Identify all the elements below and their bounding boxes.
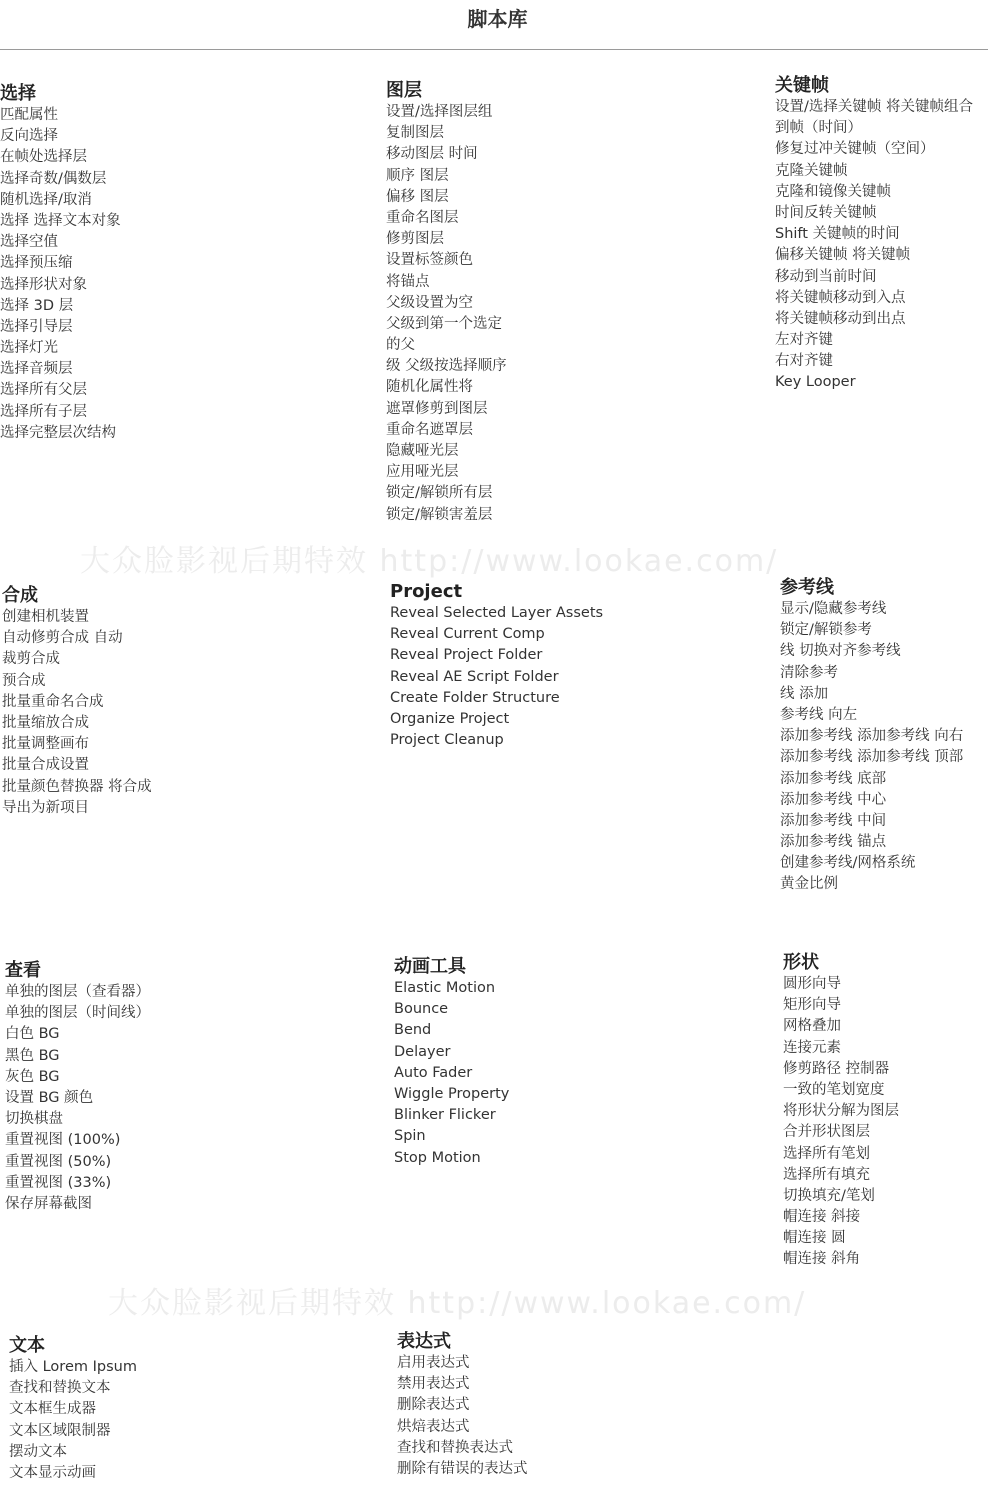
section-heading: 选择 [0, 83, 36, 104]
script-item: 参考线 向左 [780, 706, 858, 723]
script-item: 单独的图层（时间线） [5, 1005, 150, 1022]
script-item: Stop Motion [394, 1149, 481, 1166]
script-item: 帽连接 斜角 [783, 1251, 861, 1268]
section-expressions [397, 1331, 528, 1480]
script-item: 一致的笔划宽度 [783, 1081, 885, 1098]
script-item: 顺序 图层 [386, 167, 449, 184]
script-item: 创建相机装置 [2, 609, 89, 625]
script-item: 线 添加 [780, 685, 829, 702]
script-item: 添加参考线 锚点 [780, 834, 887, 851]
script-item: 修剪路径 控制器 [783, 1060, 890, 1077]
script-item: 克隆关键帧 [775, 162, 848, 179]
script-item: 摆动文本 [9, 1443, 67, 1460]
script-item: 显示/隐藏参考线 [780, 601, 887, 617]
script-item: 裁剪合成 [2, 651, 60, 668]
script-list [0, 105, 121, 444]
script-item: 修剪图层 [386, 231, 444, 248]
script-item: 圆形向导 [783, 976, 841, 992]
script-item: 禁用表达式 [397, 1376, 470, 1393]
script-item: 父级设置为空 [386, 294, 473, 311]
script-item: 选择形状对象 [0, 276, 87, 293]
script-item: 复制图层 [386, 125, 444, 142]
script-item: 级 父级按选择顺序 [386, 358, 507, 375]
script-item: 查找和替换表达式 [397, 1439, 513, 1456]
section-guides [780, 577, 963, 896]
script-item: 随机化属性将 [386, 379, 473, 396]
script-item: 文本显示动画 [9, 1464, 96, 1481]
script-item: 克隆和镜像关键帧 [775, 183, 891, 200]
script-item: 添加参考线 添加参考线 向右 [780, 728, 964, 745]
script-item: Bounce [394, 1001, 449, 1018]
section-heading: 参考线 [780, 577, 834, 598]
script-item: 删除有错误的表达式 [397, 1460, 528, 1477]
script-item: 选择完整层次结构 [0, 424, 116, 441]
script-item: 网格叠加 [783, 1018, 841, 1035]
script-item: 移动图层 时间 [386, 146, 478, 163]
script-item: 选择 3D 层 [0, 297, 74, 314]
script-item: Elastic Motion [394, 980, 496, 996]
script-item: Reveal AE Script Folder [390, 668, 559, 685]
script-item: 选择所有笔划 [783, 1145, 870, 1162]
script-item: 偏移 图层 [386, 188, 449, 205]
script-item: 添加参考线 中心 [780, 791, 887, 808]
script-item: 选择引导层 [0, 318, 73, 335]
script-item: 左对齐键 [775, 332, 833, 349]
script-item: 添加参考线 底部 [780, 770, 887, 787]
script-item: Blinker Flicker [394, 1107, 496, 1124]
script-item: Wiggle Property [394, 1085, 510, 1102]
script-item: Shift 关键帧的时间 [775, 226, 900, 243]
section-heading: 动画工具 [394, 956, 466, 977]
script-item: 预合成 [2, 672, 46, 689]
script-item: 隐藏哑光层 [386, 443, 459, 459]
script-item: Organize Project [390, 710, 510, 727]
script-item: Create Folder Structure [390, 689, 560, 706]
section-heading: 图层 [386, 80, 422, 101]
section-heading: 合成 [2, 585, 38, 606]
script-list [5, 982, 150, 1215]
script-item: 白色 BG [5, 1026, 60, 1043]
script-item: 合并形状图层 [783, 1124, 870, 1141]
script-item: 保存屏幕截图 [5, 1195, 92, 1212]
script-item: Reveal Project Folder [390, 647, 543, 664]
script-item: 时间反转关键帧 [775, 204, 877, 221]
script-item: Spin [394, 1128, 426, 1145]
script-list [394, 978, 509, 1169]
script-item: 帽连接 圆 [783, 1230, 846, 1247]
script-item: 匹配属性 [0, 107, 58, 123]
script-item: 选择所有子层 [0, 403, 87, 420]
script-item: 批量颜色替换器 将合成 [2, 778, 152, 795]
script-item: 应用哑光层 [386, 464, 459, 481]
script-list [783, 974, 899, 1271]
script-item: 在帧处选择层 [0, 149, 87, 166]
script-item: 右对齐键 [775, 353, 833, 370]
script-item: 单独的图层（查看器） [5, 984, 150, 1000]
script-item: 线 切换对齐参考线 [780, 643, 901, 660]
script-item: 导出为新项目 [2, 799, 89, 816]
title-divider [0, 49, 988, 50]
script-item: 重置视图 (100%) [5, 1132, 121, 1149]
script-item: 将形状分解为图层 [783, 1103, 899, 1120]
script-item: 将关键帧移动到出点 [775, 310, 906, 327]
script-list [390, 603, 603, 751]
section-heading: Project [390, 581, 463, 602]
script-item: 重置视图 (50%) [5, 1153, 112, 1170]
section-heading: 形状 [783, 952, 819, 973]
script-item: 偏移关键帧 将关键帧 [775, 247, 911, 264]
script-item: 灰色 BG [5, 1068, 60, 1085]
script-item: Bend [394, 1022, 432, 1039]
script-list [397, 1353, 528, 1480]
script-item: 重命名遮罩层 [386, 421, 473, 438]
script-item: 自动修剪合成 自动 [2, 630, 123, 647]
script-list [9, 1357, 137, 1484]
script-item: 帽连接 斜接 [783, 1209, 861, 1226]
script-item: 锁定/解锁所有层 [386, 485, 493, 502]
script-item: 选择所有父层 [0, 382, 87, 399]
section-view [5, 960, 150, 1215]
script-item: 移动到当前时间 [775, 268, 877, 285]
section-shapes [783, 952, 899, 1271]
script-item: 设置标签颜色 [386, 252, 473, 269]
script-item: 的父 [386, 337, 415, 354]
script-item: 选择所有填充 [783, 1166, 870, 1183]
script-item: 添加参考线 中间 [780, 812, 887, 829]
script-item: 设置/选择关键帧 将关键帧组合 [775, 99, 973, 115]
script-item: 文本框生成器 [9, 1401, 96, 1418]
script-item: 遮罩修剪到图层 [386, 400, 488, 417]
script-list [780, 599, 963, 896]
script-item: 随机选择/取消 [0, 191, 92, 208]
section-heading: 文本 [9, 1335, 45, 1356]
section-compose [2, 585, 152, 819]
script-item: 插入 Lorem Ipsum [9, 1359, 137, 1375]
section-keyframes [775, 75, 973, 394]
script-item: 设置 BG 颜色 [5, 1089, 94, 1106]
script-item: 选择灯光 [0, 340, 58, 357]
script-item: 黑色 BG [5, 1047, 60, 1064]
watermark: 大众脸影视后期特效 http://www.lookae.com/ [108, 1286, 807, 1321]
script-item: 将关键帧移动到入点 [775, 289, 906, 306]
script-item: Reveal Selected Layer Assets [390, 605, 604, 621]
section-heading: 关键帧 [775, 75, 829, 96]
script-list [386, 102, 507, 526]
script-item: 查找和替换文本 [9, 1380, 111, 1397]
script-item: 重命名图层 [386, 209, 459, 226]
script-item: 锁定/解锁参考 [780, 622, 872, 639]
script-item: 矩形向导 [783, 997, 841, 1014]
section-heading: 表达式 [397, 1331, 451, 1352]
script-item: 选择奇数/偶数层 [0, 170, 107, 187]
script-item: 连接元素 [783, 1039, 841, 1056]
script-item: 修复过冲关键帧（空间） [775, 141, 935, 158]
section-layers [386, 80, 507, 526]
script-item: Key Looper [775, 374, 856, 391]
page-title: 脚本库 [467, 7, 528, 31]
script-item: Auto Fader [394, 1064, 473, 1081]
section-heading: 查看 [5, 960, 41, 981]
script-item: Delayer [394, 1043, 451, 1060]
script-item: 重置视图 (33%) [5, 1174, 112, 1191]
script-list [775, 97, 973, 394]
script-list [2, 607, 152, 819]
script-item: Project Cleanup [390, 732, 504, 749]
script-item: 到帧（时间） [775, 120, 862, 137]
script-item: 黄金比例 [780, 876, 838, 893]
script-item: 切换棋盘 [5, 1111, 63, 1128]
script-item: 创建参考线/网格系统 [780, 855, 916, 872]
script-item: 添加参考线 添加参考线 顶部 [780, 749, 964, 766]
script-item: 反向选择 [0, 128, 58, 145]
script-item: 批量合成设置 [2, 757, 89, 774]
script-item: 设置/选择图层组 [386, 104, 493, 120]
script-item: Reveal Current Comp [390, 626, 545, 643]
script-item: 选择空值 [0, 234, 58, 251]
section-text [9, 1335, 137, 1484]
script-item: 将锚点 [386, 273, 430, 290]
script-item: 启用表达式 [397, 1355, 470, 1371]
script-item: 选择 选择文本对象 [0, 212, 121, 229]
section-select [0, 83, 121, 444]
section-project [390, 581, 603, 751]
script-item: 选择预压缩 [0, 255, 73, 272]
watermark: 大众脸影视后期特效 http://www.lookae.com/ [80, 544, 779, 579]
script-item: 烘焙表达式 [397, 1418, 470, 1435]
script-item: 锁定/解锁害羞层 [386, 506, 493, 523]
script-item: 批量调整画布 [2, 736, 89, 753]
script-item: 父级到第一个选定 [386, 315, 502, 332]
script-item: 批量重命名合成 [2, 693, 104, 710]
script-item: 清除参考 [780, 664, 838, 681]
section-animation [394, 956, 509, 1169]
script-item: 文本区域限制器 [9, 1422, 111, 1439]
script-item: 批量缩放合成 [2, 714, 89, 731]
script-item: 删除表达式 [397, 1397, 470, 1414]
script-item: 切换填充/笔划 [783, 1187, 875, 1204]
script-item: 选择音频层 [0, 361, 73, 378]
